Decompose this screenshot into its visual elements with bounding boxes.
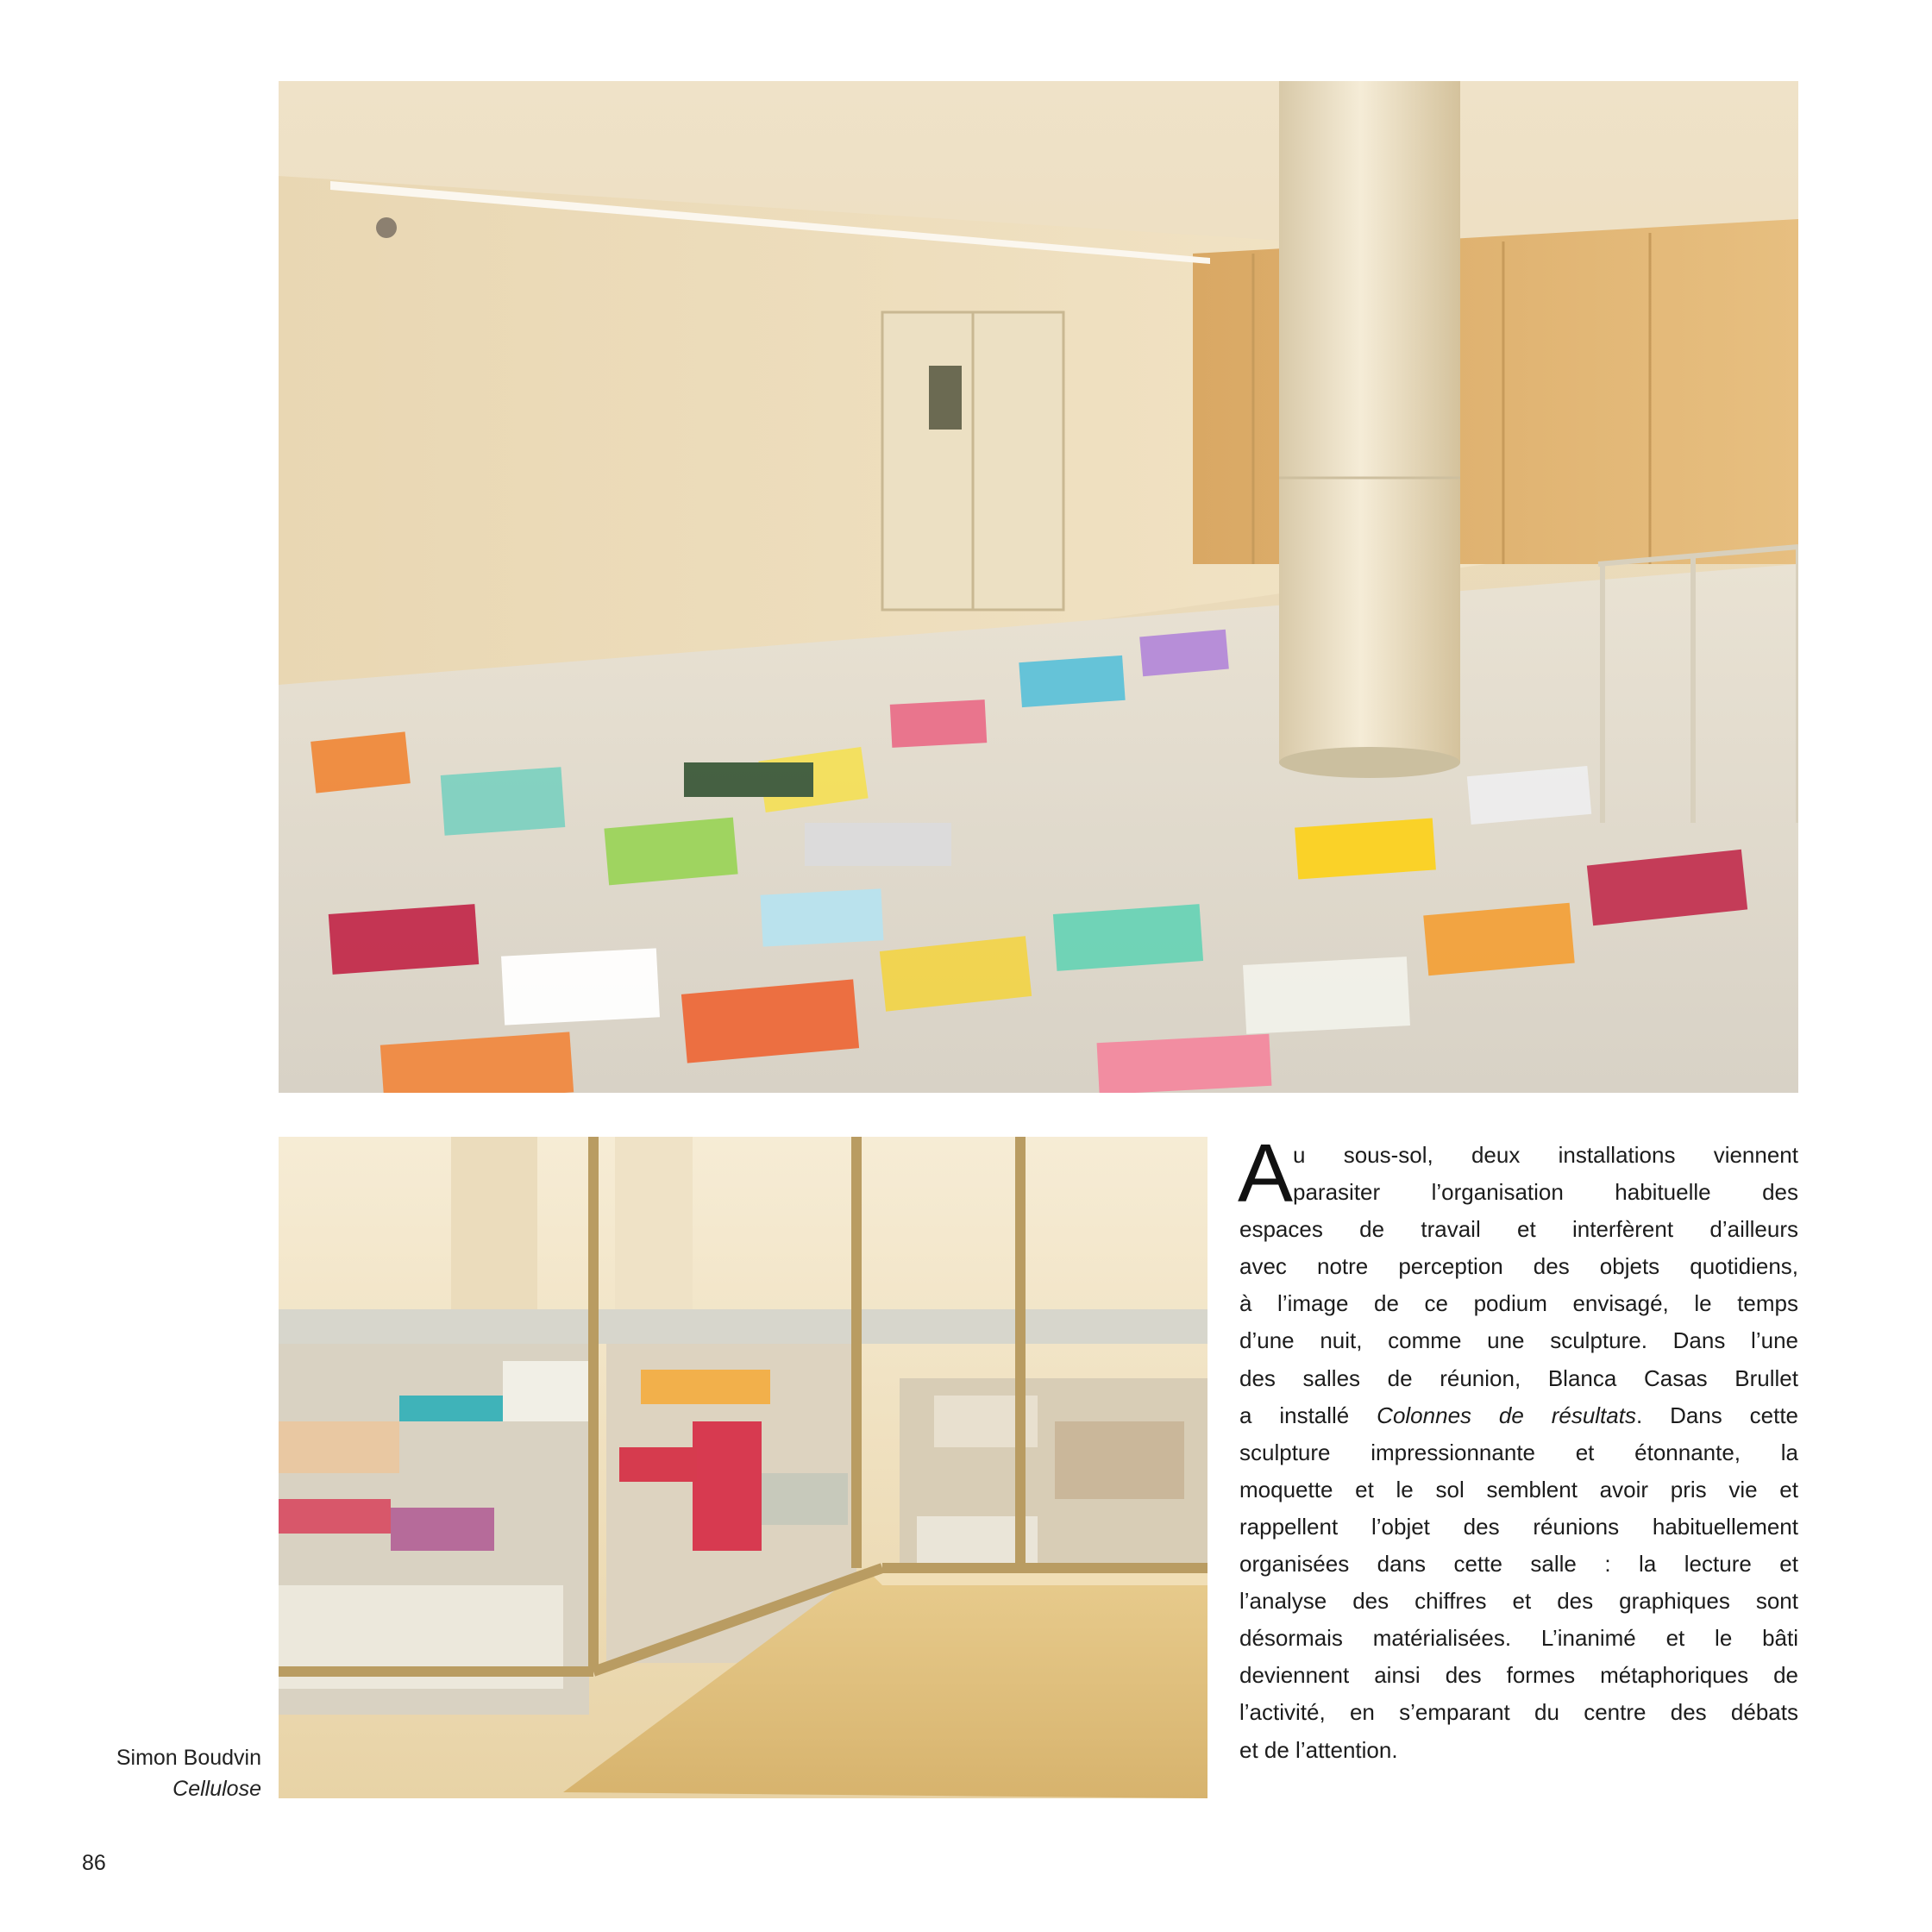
article-line: d’une nuit, comme une sculpture. Dans l’une: [1239, 1327, 1798, 1354]
article-line: sculpture impressionnante et étonnante, la: [1239, 1439, 1798, 1465]
photo-caption: [116, 1742, 261, 1804]
article-line: espaces de travail et interfèrent d’ailleurs: [1239, 1216, 1798, 1243]
article-line-end: . Dans cette: [1635, 1402, 1799, 1428]
article-line-with-title: [1239, 1397, 1798, 1434]
caption-work-title: Cellulose: [172, 1777, 261, 1801]
article-line: rappellent l’objet des réunions habituellement: [1239, 1513, 1798, 1540]
article-line: deviennent ainsi des formes métaphoriques de: [1239, 1662, 1798, 1689]
article-line: l’analyse des chiffres et des graphiques sont: [1239, 1588, 1798, 1615]
article-line: et de l’attention.: [1239, 1736, 1398, 1763]
article-line: moquette et le sol semblent avoir pris vie et: [1239, 1476, 1798, 1502]
article-line: parasiter l’organisation habituelle des: [1293, 1179, 1798, 1206]
article-body: [1238, 1127, 1799, 1769]
article-line-start: a installé: [1239, 1402, 1350, 1428]
article-line: des salles de réunion, Blanca Casas Brullet: [1239, 1364, 1798, 1391]
installation-photo-floor: [279, 81, 1798, 1093]
installation-photo-stacks: [279, 1137, 1208, 1798]
installation-title: Colonnes de résultats: [1377, 1402, 1636, 1428]
page-number: 86: [82, 1851, 106, 1875]
article-line: avec notre perception des objets quotidiens,: [1239, 1253, 1798, 1280]
article-line: désormais matérialisées. L’inanimé et le bâti: [1239, 1625, 1798, 1652]
article-line: organisées dans cette salle : la lecture et: [1239, 1551, 1798, 1578]
drop-cap: A: [1238, 1127, 1294, 1220]
caption-artist: Simon Boudvin: [116, 1746, 261, 1770]
article-line: à l’image de ce podium envisagé, le temps: [1239, 1290, 1798, 1317]
article-line: l’activité, en s’emparant du centre des débats: [1239, 1699, 1798, 1726]
article-line: u sous-sol, deux installations viennent: [1293, 1142, 1798, 1168]
